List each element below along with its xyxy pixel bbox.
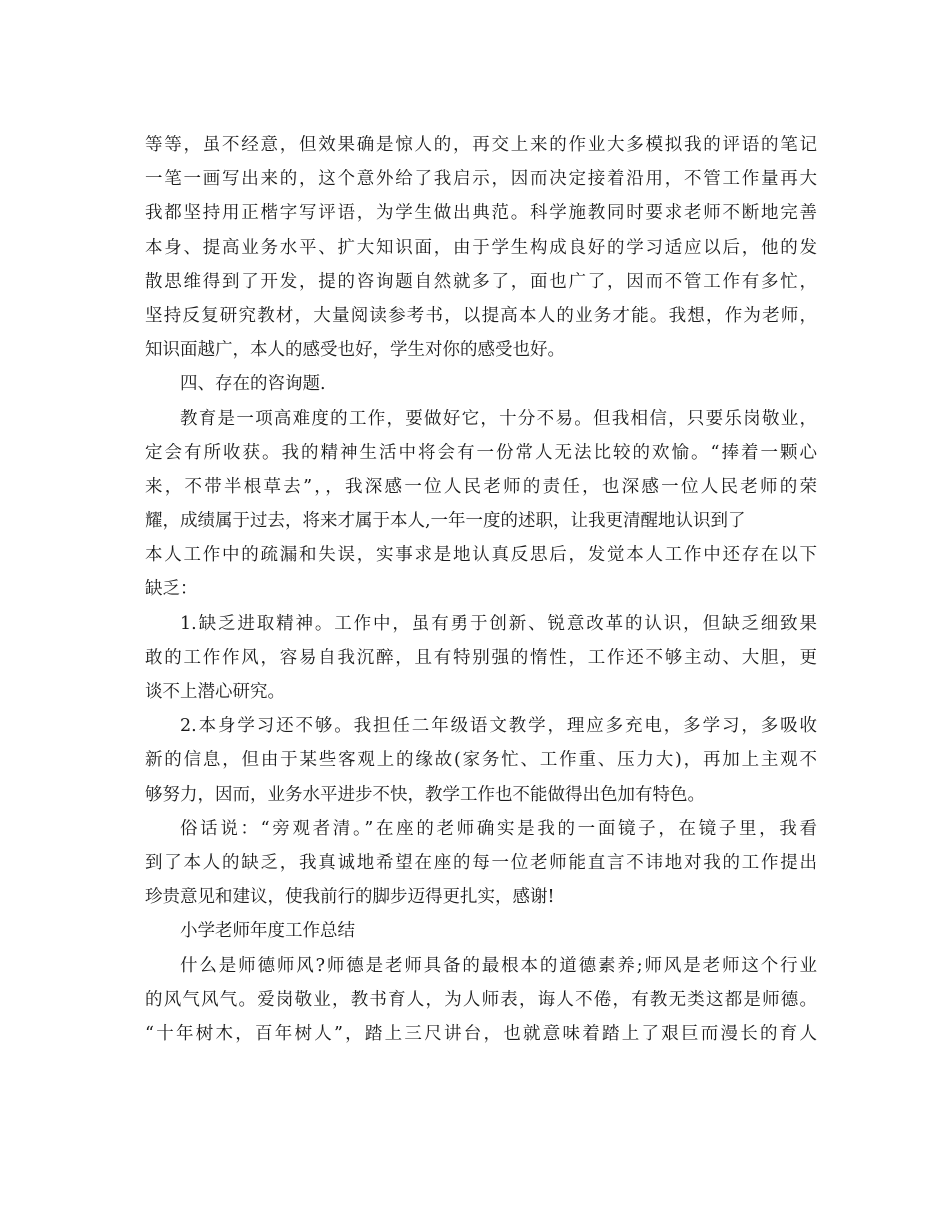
text-line: 缺乏： xyxy=(145,579,198,600)
text-line: 的风气风气。爱岗敬业，教书育人，为人师表，诲人不倦，有教无类这都是师德。 xyxy=(145,989,817,1010)
text-line: “十年树木，百年树人”，踏上三尺讲台，也就意味着踏上了艰巨而漫长的育人 xyxy=(145,1023,817,1044)
text-line: 等等，虽不经意，但效果确是惊人的，再交上来的作业大多模拟我的评语的笔记 xyxy=(145,135,817,155)
text-line: 来，不带半根草去”，，我深感一位人民老师的责任，也深感一位人民老师的荣 xyxy=(145,476,817,497)
paragraph-first-line: 什么是师德师风?师德是老师具备的最根本的道德素养;师风是老师这个行业 xyxy=(180,955,817,976)
text-line: 知识面越广，本人的感受也好，学生对你的感受也好。 xyxy=(145,340,565,361)
text-line: 够努力，因而，业务水平进步不快，教学工作也不能做得出色加有特色。 xyxy=(145,784,705,805)
paragraph-first-line: 1.缺乏进取精神。工作中，虽有勇于创新、锐意改革的认识，但缺乏细致果 xyxy=(180,613,817,634)
paragraph-first-line: 小学老师年度工作总结 xyxy=(180,921,355,942)
text-line: 耀，成绩属于过去，将来才属于本人,一年一度的述职，让我更清醒地认识到了 xyxy=(145,511,746,532)
paragraph-first-line: 2.本身学习还不够。我担任二年级语文教学，理应多充电，多学习，多吸收 xyxy=(180,716,817,737)
text-line: 本身、提高业务水平、扩大知识面，由于学生构成良好的学习适应以后，他的发 xyxy=(145,237,817,258)
text-line: 新的信息，但由于某些客观上的缘故(家务忙、工作重、压力大)，再加上主观不 xyxy=(145,750,817,771)
text-line: 一笔一画写出来的，这个意外给了我启示，因而决定接着沿用，不管工作量再大 xyxy=(145,169,817,190)
text-line: 散思维得到了开发，提的咨询题自然就多了，面也广了，因而不管工作有多忙， xyxy=(145,271,817,292)
text-line: 珍贵意见和建议，使我前行的脚步迈得更扎实，感谢! xyxy=(145,887,555,908)
document-text-body xyxy=(145,128,817,1051)
text-line: 我都坚持用正楷字写评语，为学生做出典范。科学施教同时要求老师不断地完善 xyxy=(145,203,817,224)
paragraph-first-line: 俗话说：“旁观者清。”在座的老师确实是我的一面镜子，在镜子里，我看 xyxy=(180,818,817,839)
text-line: 谈不上潜心研究。 xyxy=(145,682,285,702)
text-line: 定会有所收获。我的精神生活中将会有一份常人无法比较的欢愉。“捧着一颗心 xyxy=(145,442,817,463)
text-line: 本人工作中的疏漏和失误，实事求是地认真反思后，发觉本人工作中还存在以下 xyxy=(145,545,817,566)
paragraph-first-line: 教育是一项高难度的工作，要做好它，十分不易。但我相信，只要乐岗敬业， xyxy=(180,408,817,429)
text-line: 到了本人的缺乏，我真诚地希望在座的每一位老师能直言不讳地对我的工作提出 xyxy=(145,852,817,873)
text-line: 敢的工作作风，容易自我沉醉，且有特别强的惰性，工作还不够主动、大胆，更 xyxy=(145,647,817,668)
text-line: 坚持反复研究教材，大量阅读参考书，以提高本人的业务才能。我想，作为老师， xyxy=(145,305,817,326)
paragraph-first-line: 四、存在的咨询题. xyxy=(180,374,326,395)
